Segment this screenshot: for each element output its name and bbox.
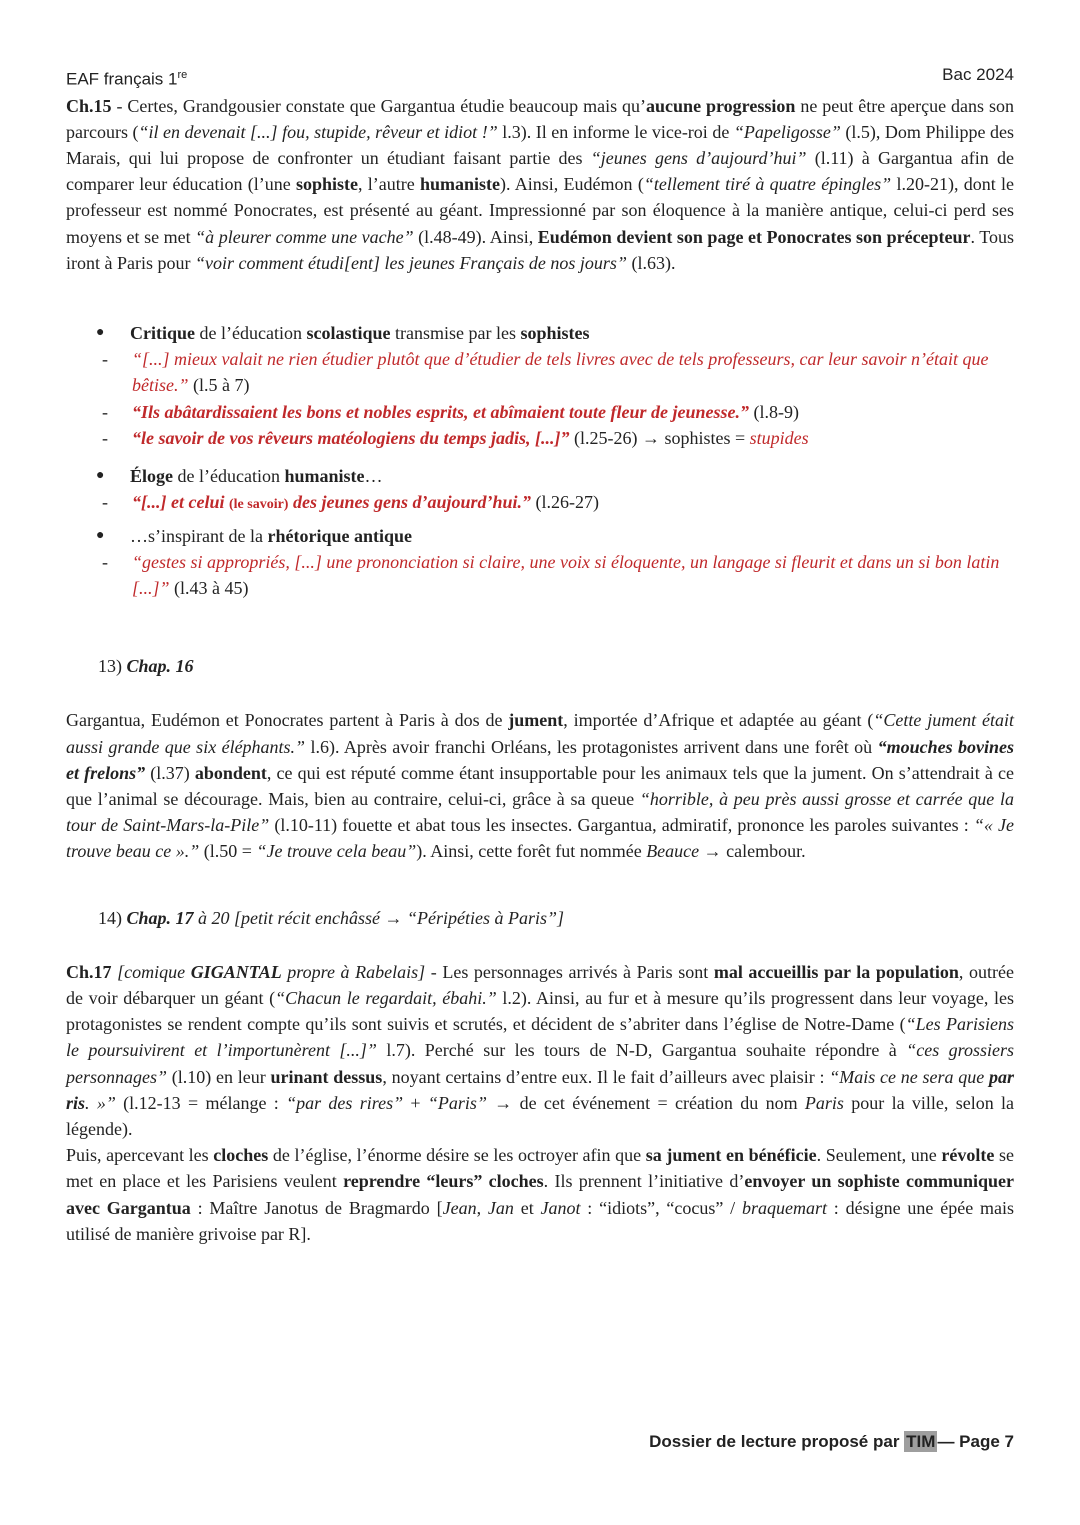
tim-highlight: TIM [906,1432,936,1451]
quote-item: - “gestes si appropriés, [...] une prononciation si claire, une voix si éloquente, un langage si fleurit et dans un si bon latin [...]” (l.43 à 45) [66,549,1014,601]
ch17-paragraph: Ch.17 [comique GIGANTAL propre à Rabelais] - Les personnages arrivés à Paris sont mal accueillis par la population, outrée de voir débarquer un géant (“Chacun le regardait, ébahi.” l.2). Ainsi, au fur et à mesure qu’ils progressent dans leur voyage, les protagonistes se rendent compte qu’ils sont suivis et scrutés, et décident de s’abriter dans l’église de Notre-Dame (“Les Parisiens le poursuivirent et l’importunèrent [...]” l.7). Perché sur les tours de N-D, Gargantua souhaite répondre à “ces grossiers personnages” (l.10) en leur urinant dessus, noyant certains d’entre eux. Il le fait d’ailleurs avec plaisir : “Mais ce ne sera que par ris. »” (l.12-13 = mélange : “par des rires” + “Paris” → de cet événement = création du nom Paris pour la ville, selon la légende). [66,961,1015,1139]
rhetorique-quotes [66,549,1014,601]
bullet-list [66,320,1014,601]
quote-item: - “Ils abâtardissaient les bons et nobles esprits, et abîmaient toute fleur de jeunesse.” (l.8-9) [66,399,1014,425]
header-right: Bac 2024 [942,65,1014,84]
eloge-quotes [66,489,1014,518]
ch16-paragraph: Gargantua, Eudémon et Ponocrates partent à Paris à dos de jument, importée d’Afrique et adaptée au géant (“Cette jument était aussi grande que six éléphants.” l.6). Après avoir franchi Orléans, les protagonistes arrivent dans une forêt où “mouches bovines et frelons” (l.37) abondent, ce qui est réputé comme étant insupportable pour les animaux tels que la jument. On s’attendrait à ce que l’animal se décourage. Mais, bien au contraire, celui-ci, grâce à sa queue “horrible, à peu près aussi grosse et carrée que la tour de Saint-Mars-la-Pile” (l.10-11) fouette et abat tous les insectes. Gargantua, admiratif, prononce les paroles suivantes : “« Je trouve beau ce ».” (l.50 = “Je trouve cela beau”). Ainsi, cette forêt fut nommée Beauce → calembour. [66,710,1014,862]
section-13-title: 13) Chap. 16 [98,656,194,677]
ch17-paragraph-2: Puis, apercevant les cloches de l’église, l’énorme désire se les octroyer afin que sa jument en bénéficie. Seulement, une révolte se met en place et les Parisiens veulent reprendre “leurs” cloches. Ils prennent l’initiative d’envoyer un sophiste communiquer avec Gargantua : Maître Janotus de Bragmardo [Jean, Jan et Janot : “idiots”, “cocus” / braquemart : désigne une épée mais utilisé de manière grivoise par R]. [66,1145,1014,1244]
ch15-paragraph: Ch.15 - Certes, Grandgousier constate que Gargantua étudie beaucoup mais qu’aucune progression ne peut être aperçue dans son parcours (“il en devenait [...] fou, stupide, rêveur et idiot !” l.3). Il en informe le vice-roi de “Papeligosse” (l.5), Dom Philippe des Marais, qui lui propose de confronter un étudiant faisant partie des “jeunes gens d’aujourd’hui” (l.11) à Gargantua afin de comparer leur éducation (l’une sophiste, l’autre humaniste). Ainsi, Eudémon (“tellement tiré à quatre épingles” l.20-21), dont le professeur est nommé Ponocrates, est présenté au géant. Impressionné par son éloquence à la manière antique, celui-ci perd ses moyens et se met “à pleurer comme une vache” (l.48-49). Ainsi, Eudémon devient son page et Ponocrates son précepteur. Tous iront à Paris pour “voir comment étudi[ent] les jeunes Français de nos jours” (l.63). [66,95,1015,273]
section-14-title: 14) Chap. 17 à 20 [petit récit enchâssé → “Péripéties à Paris”] [98,907,564,928]
quote-item: - “[...] mieux valait ne rien étudier plutôt que d’étudier de tels livres avec de tels professeurs, car leur savoir n’était que bêtise.” (l.5 à 7) [66,346,1014,398]
quote-item: - “[...] et celui (le savoir) des jeunes gens d’aujourd’hui.” (l.26-27) [66,489,1014,518]
bullet-eloge: ● Éloge de l’éducation humaniste… [66,463,1014,489]
critique-quotes [66,346,1014,451]
bullet-rhetorique: ● …s’inspirant de la rhétorique antique [66,523,1014,549]
page-header [66,62,1014,93]
bullet-critique: ● Critique de l’éducation scolastique transmise par les sophistes [66,320,1014,346]
header-left: EAF français 1re [66,69,188,89]
page-footer: Dossier de lecture proposé par TIM — Page 7 [649,1432,1014,1451]
quote-item: - “le savoir de vos rêveurs matéologiens du temps jadis, [...]” (l.25-26) → sophistes = stupides [66,425,1014,451]
page [66,62,1014,1247]
